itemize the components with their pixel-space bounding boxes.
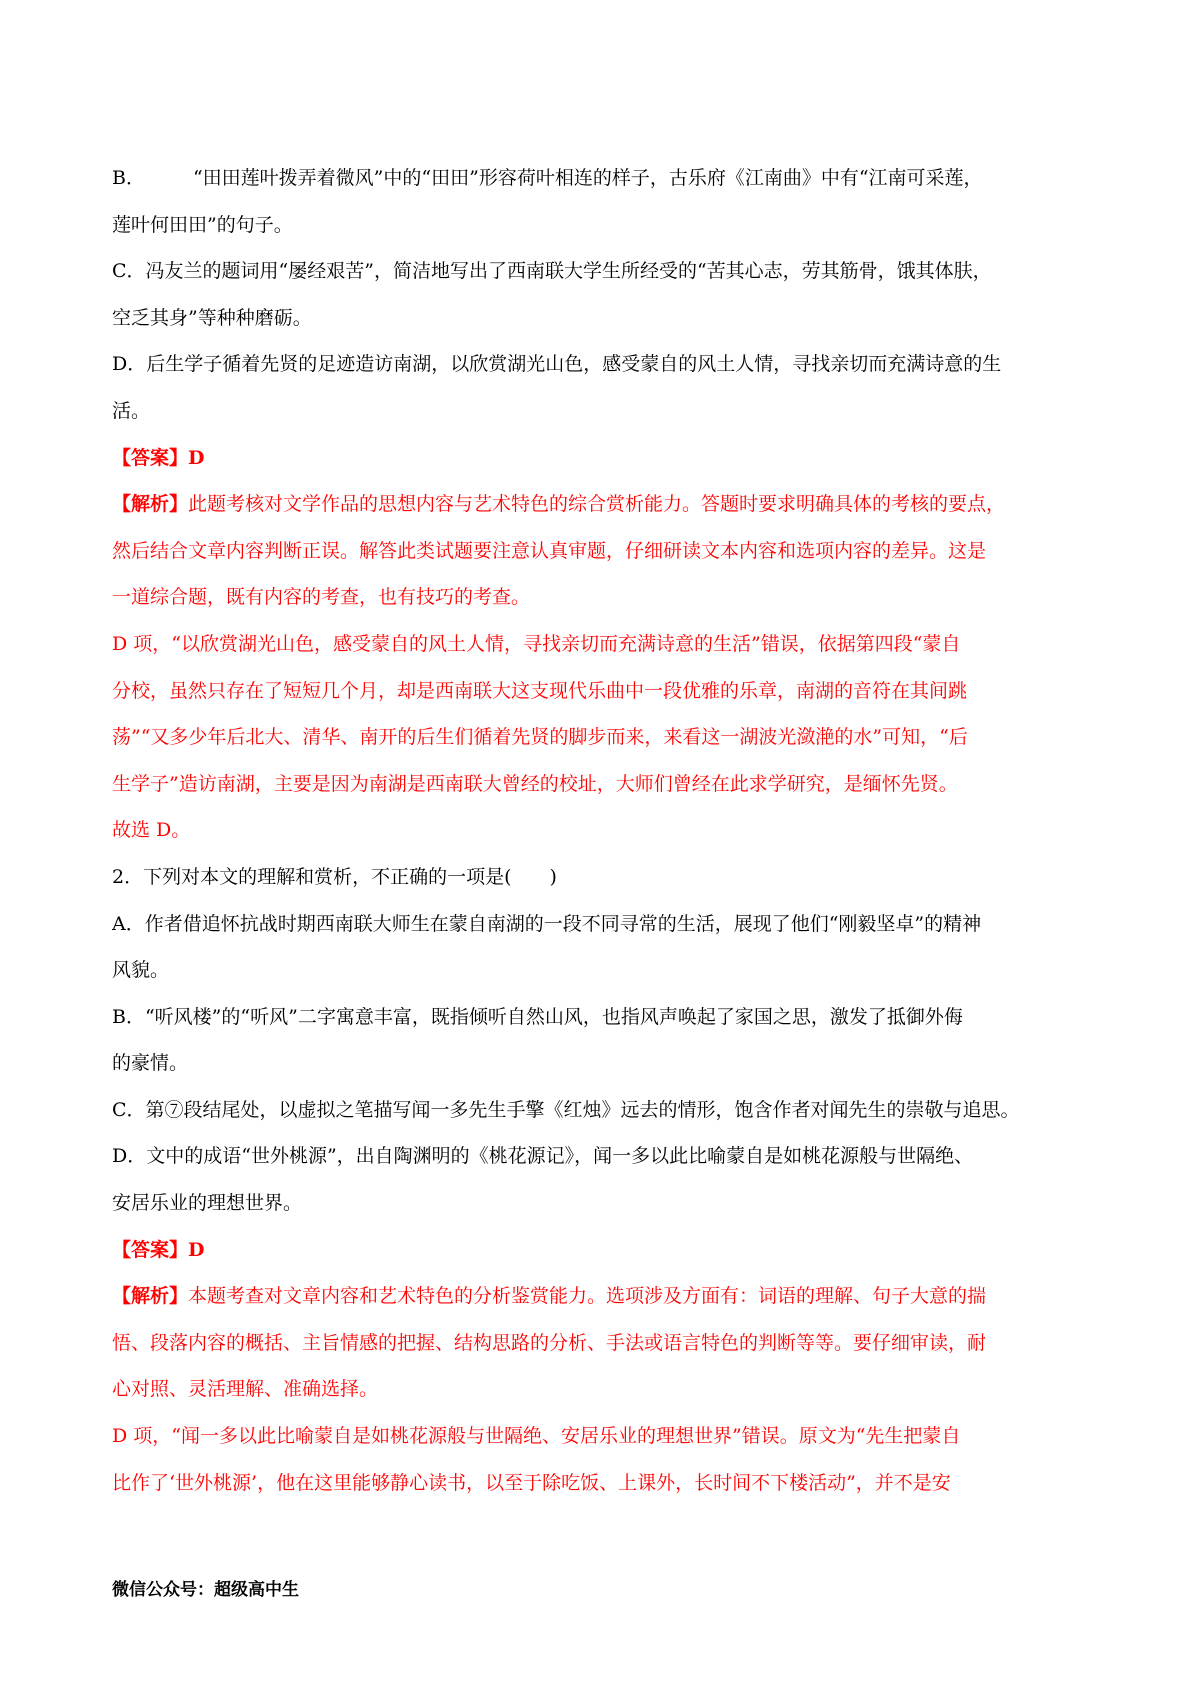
q1-analysis-line6: 荡”“又多少年后北大、清华、南开的后生们循着先贤的脚步而来，来看这一湖波光潋滟的水”可知，“后: [112, 726, 968, 749]
q2-analysis-line1: [112, 1273, 1102, 1320]
q2-analysis-label: 【解析】: [112, 1285, 189, 1308]
q1-option-c-line1: C．冯友兰的题词用“屡经艰苦”，简洁地写出了西南联大学生所经受的“苦其心志，劳其筋骨，饿其体肤，: [112, 260, 992, 283]
q2-option-b-line2: 的豪情。: [112, 1052, 189, 1075]
q2-analysis-line2: 悟、段落内容的概括、主旨情感的把握、结构思路的分析、手法或语言特色的判断等等。要仔细审读，耐: [112, 1331, 987, 1354]
q1-option-b-text: “田田莲叶拨弄着微风”中的“田田”形容荷叶相连的样子，古乐府《江南曲》中有“江南可采莲，: [192, 167, 983, 189]
q2-analysis-line3: 心对照、灵活理解、准确选择。: [112, 1378, 379, 1401]
q1-option-b-letter: B．: [112, 167, 145, 189]
q2-option-a-line1: A．作者借追怀抗战时期西南联大师生在蒙自南湖的一段不同寻常的生活，展现了他们“刚毅坚卓”的精神: [112, 912, 982, 935]
q1-analysis-line1: [112, 481, 1102, 528]
q2-analysis-text1: 本题考查对文章内容和艺术特色的分析鉴赏能力。选项涉及方面有：词语的理解、句子大意的揣: [188, 1285, 987, 1308]
q1-analysis-text1: 此题考核对文学作品的思想内容与艺术特色的综合赏析能力。答题时要求明确具体的考核的要点，: [188, 493, 1006, 516]
q2-stem: 2．下列对本文的理解和赏析，不正确的一项是( ): [112, 865, 557, 888]
document-body: [112, 155, 1102, 1506]
q2-analysis-line4: D 项，“闻一多以此比喻蒙自是如桃花源般与世隔绝、安居乐业的理想世界”错误。原文为“先生把蒙自: [112, 1425, 961, 1448]
q2-analysis-line5: 比作了‘世外桃源’，他在这里能够静心读书，以至于除吃饭、上课外，长时间不下楼活动”，并不是安: [112, 1471, 951, 1494]
q2-answer: [112, 1227, 1102, 1274]
q1-answer-value: D: [188, 446, 205, 469]
q1-analysis-label: 【解析】: [112, 493, 189, 516]
q1-analysis-line5: 分校，虽然只存在了短短几个月，却是西南联大这支现代乐曲中一段优雅的乐章，南湖的音符在其间跳: [112, 679, 968, 702]
q2-answer-label: 【答案】: [112, 1238, 189, 1261]
q2-option-a-line2: 风貌。: [112, 959, 170, 982]
q2-answer-value: D: [188, 1238, 205, 1261]
q2-option-c-line1: C．第⑦段结尾处，以虚拟之笔描写闻一多先生手擎《红烛》远去的情形，饱含作者对闻先生的崇敬与追思。: [112, 1098, 1020, 1121]
q1-analysis-line7: 生学子”造访南湖，主要是因为南湖是西南联大曾经的校址，大师们曾经在此求学研究，是缅怀先贤。: [112, 772, 958, 795]
q1-analysis-line3: 一道综合题，既有内容的考查，也有技巧的考查。: [112, 586, 531, 609]
q1-answer: [112, 435, 1102, 482]
q1-option-c-line2: 空乏其身”等种种磨砺。: [112, 306, 312, 329]
footer-wechat-account: 微信公众号：超级高中生: [112, 1580, 299, 1600]
q1-option-d-line2: 活。: [112, 399, 151, 422]
q1-option-d-line1: D．后生学子循着先贤的足迹造访南湖，以欣赏湖光山色，感受蒙自的风土人情，寻找亲切而充满诗意的生: [112, 353, 1002, 376]
q1-analysis-line2: 然后结合文章内容判断正误。解答此类试题要注意认真审题，仔细研读文本内容和选项内容的差异。这是: [112, 539, 987, 562]
q2-option-b-line1: B．“听风楼”的“听风”二字寓意丰富，既指倾听自然山风，也指风声唤起了家国之思，激发了抵御外侮: [112, 1005, 963, 1028]
q1-option-b-line2: 莲叶何田田”的句子。: [112, 213, 293, 236]
q1-analysis-line4: D 项，“以欣赏湖光山色，感受蒙自的风土人情，寻找亲切而充满诗意的生活”错误，依据第四段“蒙自: [112, 632, 961, 655]
q1-answer-label: 【答案】: [112, 446, 189, 469]
q1-option-b-line1: [112, 155, 1102, 202]
q2-option-d-line2: 安居乐业的理想世界。: [112, 1192, 303, 1215]
q2-option-d-line1: D．文中的成语“世外桃源”，出自陶渊明的《桃花源记》，闻一多以此比喻蒙自是如桃花源般与世隔绝、: [112, 1145, 974, 1168]
q1-analysis-line8: 故选 D。: [112, 819, 191, 842]
